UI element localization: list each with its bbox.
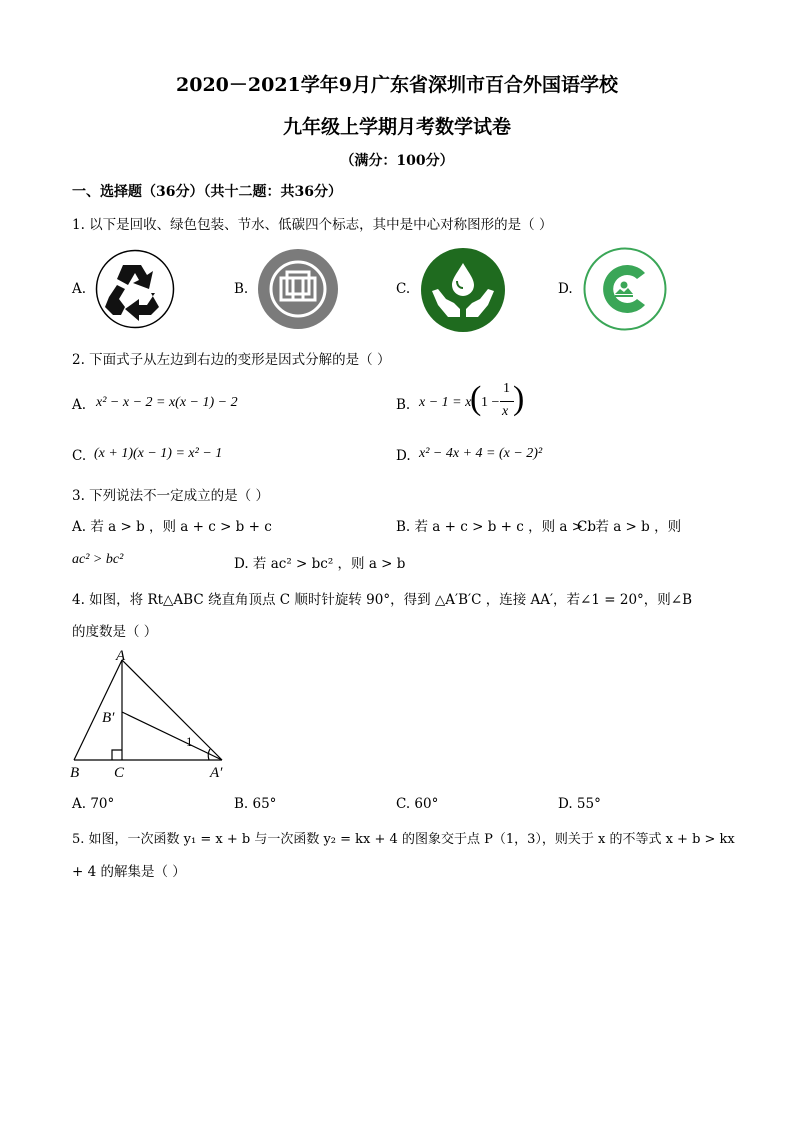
score-note: （满分：100分）: [340, 153, 454, 169]
green-packaging-icon: [257, 248, 339, 330]
q2-option-b-lhs: x − 1 = x: [419, 395, 472, 410]
recycle-icon: [95, 249, 175, 329]
q2-option-b-num: 1: [503, 381, 510, 396]
q2-option-b-fraction-bar: [500, 401, 514, 402]
q3-option-c-tail: ac² > bc²: [72, 552, 124, 567]
q1-option-a-label: A.: [72, 281, 87, 297]
q2-option-a-label: A.: [72, 397, 87, 413]
right-angle-mark: [112, 750, 122, 760]
title-line-2: 九年级上学期月考数学试卷: [282, 116, 511, 138]
q2-option-b-den: x: [502, 404, 509, 419]
q3-option-b: B. 若 a + c > b + c ，则 a > b: [396, 519, 596, 535]
q2-option-c-expr: (x + 1)(x − 1) = x² − 1: [94, 446, 223, 461]
q3-option-a: A. 若 a > b ，则 a + c > b + c: [72, 519, 272, 535]
edge-aa-prime: [122, 660, 222, 760]
q1-option-d-label: D.: [558, 281, 573, 297]
low-carbon-icon: [583, 247, 667, 331]
question-5-stem-line-2: + 4 的解集是（ ）: [72, 864, 186, 880]
question-2-stem: 2. 下面式子从左边到右边的变形是因式分解的是（ ）: [72, 352, 391, 368]
question-1-stem: 1. 以下是回收、绿色包装、节水、低碳四个标志，其中是中心对称图形的是（ ）: [72, 217, 553, 233]
q4-option-a: A. 70°: [72, 796, 115, 812]
q4-option-b: B. 65°: [234, 796, 277, 812]
q1-option-c-label: C.: [396, 281, 411, 297]
label-b-prime: B′: [102, 710, 115, 726]
q3-option-c-head: C. 若 a > b ，则: [577, 519, 682, 535]
label-a-prime: A′: [210, 765, 223, 781]
q1-option-b-label: B.: [234, 281, 249, 297]
question-3-stem: 3. 下列说法不一定成立的是（ ）: [72, 488, 269, 504]
edge-b-prime-a-prime: [122, 712, 222, 760]
label-a: A: [116, 648, 126, 664]
section-heading: 一、选择题（36分）（共十二题：共36分）: [72, 184, 342, 200]
label-angle-1: 1: [186, 734, 193, 749]
label-c: C: [114, 765, 125, 781]
q2-option-d-label: D.: [396, 448, 411, 464]
water-saving-icon: [420, 247, 506, 333]
q2-option-b-lparen: (: [470, 380, 482, 417]
edge-ab: [74, 660, 122, 760]
label-b: B: [70, 765, 80, 781]
q3-option-d: D. 若 ac² > bc² ，则 a > b: [234, 556, 406, 572]
q2-option-d-expr: x² − 4x + 4 = (x − 2)²: [419, 446, 543, 461]
q2-option-b-label: B.: [396, 397, 411, 413]
q2-option-b-rparen: ): [513, 380, 525, 417]
q4-option-d: D. 55°: [558, 796, 601, 812]
q4-triangle-figure: [64, 646, 234, 786]
q4-option-c: C. 60°: [396, 796, 439, 812]
q2-option-c-label: C.: [72, 448, 87, 464]
q2-option-b-pre: 1 −: [481, 395, 500, 410]
q2-option-a-expr: x² − x − 2 = x(x − 1) − 2: [96, 395, 238, 410]
title-line-1: 2020－2021学年9月广东省深圳市百合外国语学校: [176, 74, 618, 96]
question-4-stem-line-2: 的度数是（ ）: [72, 624, 158, 640]
question-5-stem-line-1: 5. 如图，一次函数 y₁ = x + b 与一次函数 y₂ = kx + 4 的图象交于点 P（1，3），则关于 x 的不等式 x + b > kx: [72, 832, 735, 847]
question-4-stem-line-1: 4. 如图，将 Rt△ABC 绕直角顶点 C 顺时针旋转 90°，得到 △A′B′C ，连接 AA′，若∠1 = 20°，则∠B: [72, 592, 693, 608]
